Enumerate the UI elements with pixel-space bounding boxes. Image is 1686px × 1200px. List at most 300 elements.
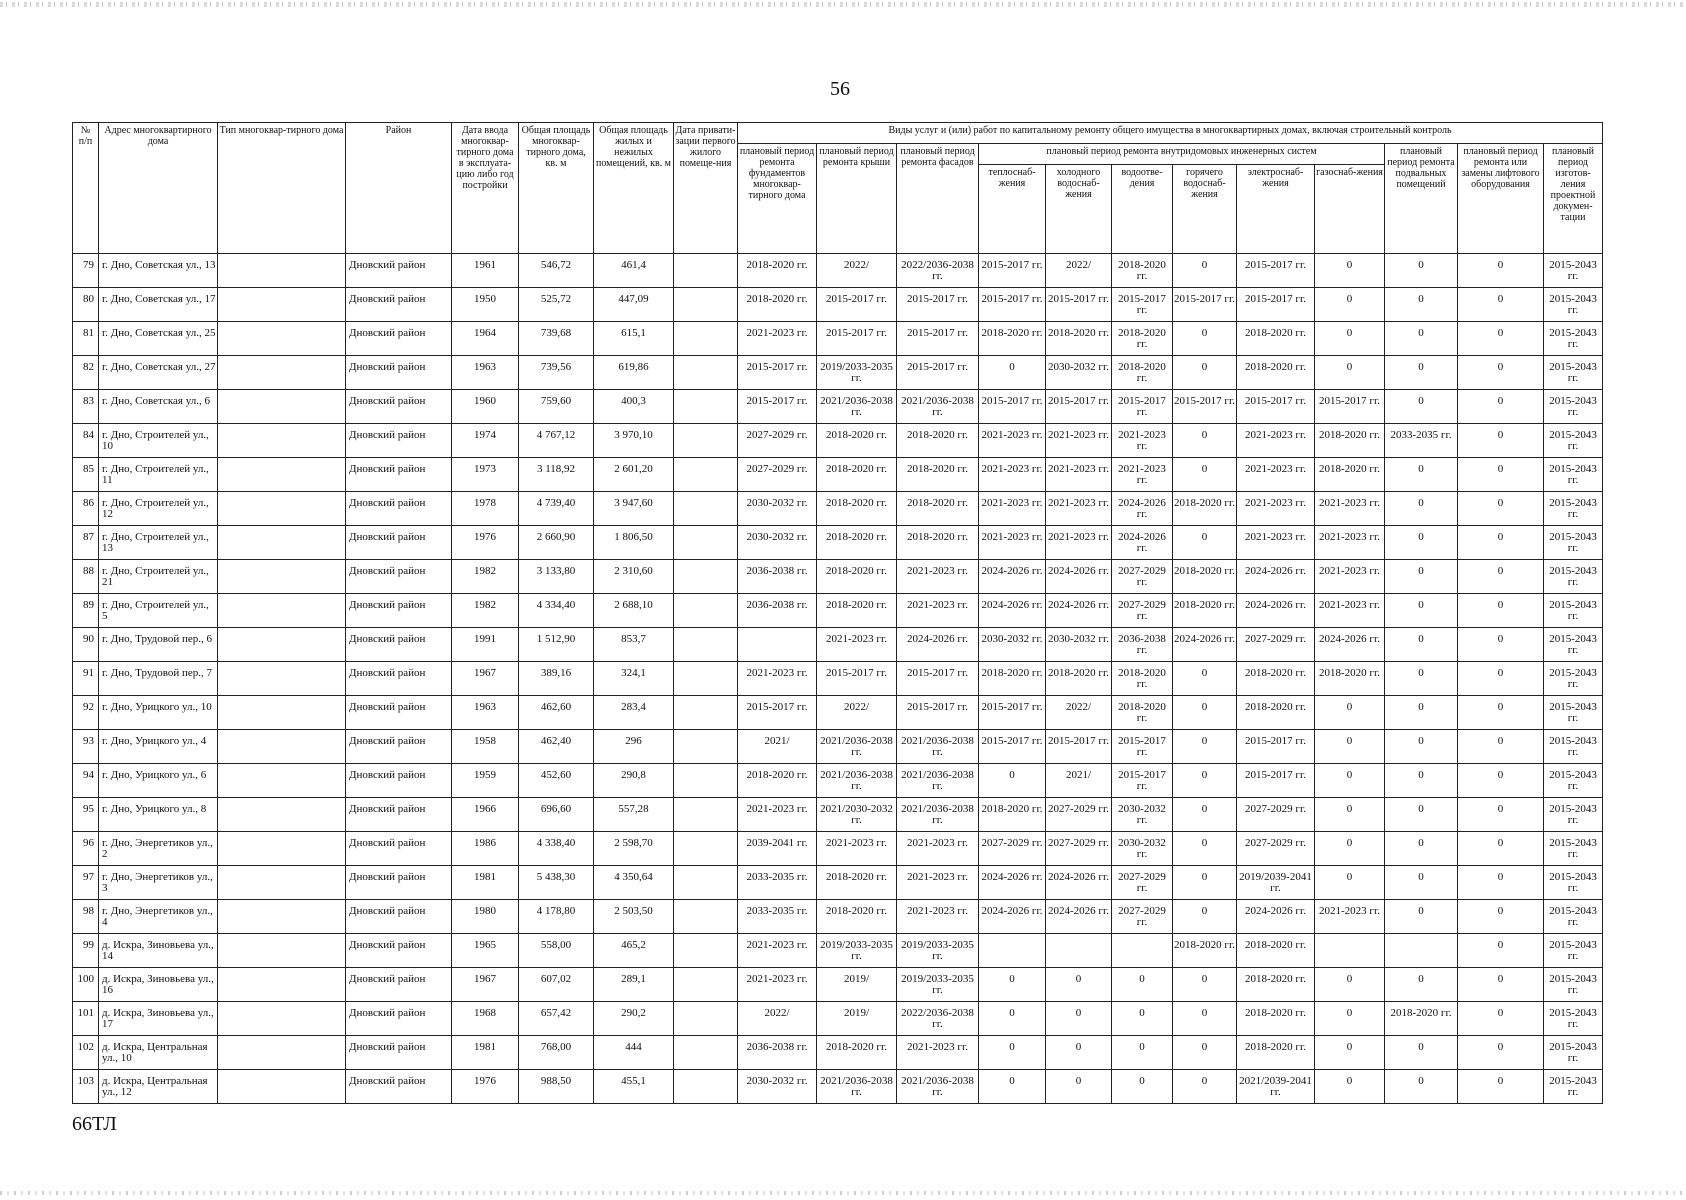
row-house-type bbox=[218, 254, 346, 288]
systems-group-header: плановый период ремонта внутридомовых инженерных систем bbox=[979, 144, 1385, 165]
row-privatization-date bbox=[674, 356, 738, 390]
row-total-area: 525,72 bbox=[519, 288, 594, 322]
row-facade-period: 2015-2017 гг. bbox=[897, 696, 979, 730]
row-cold-water-period: 2022/ bbox=[1046, 254, 1112, 288]
row-electric-period: 2018-2020 гг. bbox=[1237, 1002, 1315, 1036]
row-gas-period: 0 bbox=[1315, 356, 1385, 390]
row-district: Дновский район bbox=[346, 526, 452, 560]
row-basement-period: 0 bbox=[1385, 832, 1458, 866]
row-electric-period: 2018-2020 гг. bbox=[1237, 322, 1315, 356]
row-drainage-period: 2015-2017 гг. bbox=[1112, 288, 1173, 322]
row-address: г. Дно, Урицкого ул., 4 bbox=[99, 730, 218, 764]
row-cold-water-period: 0 bbox=[1046, 1036, 1112, 1070]
row-drainage-period: 2015-2017 гг. bbox=[1112, 390, 1173, 424]
row-cold-water-period: 2030-2032 гг. bbox=[1046, 356, 1112, 390]
row-electric-period: 2024-2026 гг. bbox=[1237, 900, 1315, 934]
row-privatization-date bbox=[674, 526, 738, 560]
row-electric-period: 2027-2029 гг. bbox=[1237, 832, 1315, 866]
row-living-area: 289,1 bbox=[594, 968, 674, 1002]
table-row bbox=[73, 492, 1603, 526]
col-living-area-header: Общая площадь жилых и нежилых помещений, кв. м bbox=[594, 123, 674, 254]
row-living-area: 283,4 bbox=[594, 696, 674, 730]
row-commission-year: 1991 bbox=[452, 628, 519, 662]
row-drainage-period: 2024-2026 гг. bbox=[1112, 492, 1173, 526]
row-heat-period: 2015-2017 гг. bbox=[979, 730, 1046, 764]
row-elevator-period: 0 bbox=[1458, 492, 1544, 526]
row-total-area: 2 660,90 bbox=[519, 526, 594, 560]
row-basement-period: 0 bbox=[1385, 526, 1458, 560]
row-hot-water-period: 0 bbox=[1173, 254, 1237, 288]
row-gas-period: 0 bbox=[1315, 798, 1385, 832]
row-gas-period: 2015-2017 гг. bbox=[1315, 390, 1385, 424]
row-commission-year: 1961 bbox=[452, 254, 519, 288]
table-row bbox=[73, 322, 1603, 356]
row-heat-period: 0 bbox=[979, 764, 1046, 798]
row-house-type bbox=[218, 1036, 346, 1070]
row-elevator-period: 0 bbox=[1458, 730, 1544, 764]
row-electric-period: 2019/2039-2041 гг. bbox=[1237, 866, 1315, 900]
row-living-area: 3 970,10 bbox=[594, 424, 674, 458]
row-gas-period: 0 bbox=[1315, 288, 1385, 322]
row-address: г. Дно, Советская ул., 13 bbox=[99, 254, 218, 288]
row-district: Дновский район bbox=[346, 390, 452, 424]
row-cold-water-period: 2015-2017 гг. bbox=[1046, 730, 1112, 764]
row-cold-water-period: 2024-2026 гг. bbox=[1046, 560, 1112, 594]
row-docs-period: 2015-2043 гг. bbox=[1544, 458, 1603, 492]
row-district: Дновский район bbox=[346, 934, 452, 968]
row-commission-year: 1964 bbox=[452, 322, 519, 356]
row-commission-year: 1967 bbox=[452, 662, 519, 696]
row-electric-period: 2018-2020 гг. bbox=[1237, 1036, 1315, 1070]
row-elevator-period: 0 bbox=[1458, 356, 1544, 390]
row-elevator-period: 0 bbox=[1458, 628, 1544, 662]
row-facade-period: 2015-2017 гг. bbox=[897, 322, 979, 356]
row-basement-period: 0 bbox=[1385, 696, 1458, 730]
row-facade-period: 2018-2020 гг. bbox=[897, 424, 979, 458]
row-number: 79 bbox=[73, 254, 99, 288]
row-basement-period: 0 bbox=[1385, 730, 1458, 764]
row-cold-water-period: 2021-2023 гг. bbox=[1046, 492, 1112, 526]
row-elevator-period: 0 bbox=[1458, 322, 1544, 356]
row-number: 101 bbox=[73, 1002, 99, 1036]
row-gas-period: 2018-2020 гг. bbox=[1315, 662, 1385, 696]
row-gas-period: 2021-2023 гг. bbox=[1315, 492, 1385, 526]
row-elevator-period: 0 bbox=[1458, 560, 1544, 594]
row-address: г. Дно, Советская ул., 25 bbox=[99, 322, 218, 356]
row-basement-period: 0 bbox=[1385, 288, 1458, 322]
row-electric-period: 2018-2020 гг. bbox=[1237, 356, 1315, 390]
table-row bbox=[73, 390, 1603, 424]
row-roof-period: 2022/ bbox=[817, 254, 897, 288]
table-row bbox=[73, 628, 1603, 662]
row-foundation-period: 2021-2023 гг. bbox=[738, 798, 817, 832]
row-living-area: 557,28 bbox=[594, 798, 674, 832]
row-district: Дновский район bbox=[346, 968, 452, 1002]
row-hot-water-period: 2015-2017 гг. bbox=[1173, 390, 1237, 424]
row-gas-period: 2021-2023 гг. bbox=[1315, 900, 1385, 934]
row-facade-period: 2019/2033-2035 гг. bbox=[897, 934, 979, 968]
row-heat-period: 2018-2020 гг. bbox=[979, 798, 1046, 832]
row-number: 99 bbox=[73, 934, 99, 968]
row-electric-period: 2015-2017 гг. bbox=[1237, 764, 1315, 798]
row-total-area: 768,00 bbox=[519, 1036, 594, 1070]
row-foundation-period: 2021-2023 гг. bbox=[738, 968, 817, 1002]
row-number: 83 bbox=[73, 390, 99, 424]
row-electric-period: 2024-2026 гг. bbox=[1237, 560, 1315, 594]
row-number: 97 bbox=[73, 866, 99, 900]
row-electric-period: 2021-2023 гг. bbox=[1237, 492, 1315, 526]
row-basement-period: 0 bbox=[1385, 254, 1458, 288]
row-privatization-date bbox=[674, 1002, 738, 1036]
col-address-header: Адрес многоквартирного дома bbox=[99, 123, 218, 254]
row-house-type bbox=[218, 696, 346, 730]
row-cold-water-period: 0 bbox=[1046, 1002, 1112, 1036]
row-total-area: 4 338,40 bbox=[519, 832, 594, 866]
row-docs-period: 2015-2043 гг. bbox=[1544, 254, 1603, 288]
table-row bbox=[73, 764, 1603, 798]
row-house-type bbox=[218, 764, 346, 798]
row-total-area: 546,72 bbox=[519, 254, 594, 288]
row-house-type bbox=[218, 424, 346, 458]
row-total-area: 607,02 bbox=[519, 968, 594, 1002]
row-number: 95 bbox=[73, 798, 99, 832]
row-cold-water-period: 2027-2029 гг. bbox=[1046, 798, 1112, 832]
row-privatization-date bbox=[674, 390, 738, 424]
row-heat-period: 2024-2026 гг. bbox=[979, 866, 1046, 900]
row-roof-period: 2021/2036-2038 гг. bbox=[817, 730, 897, 764]
row-electric-period: 2018-2020 гг. bbox=[1237, 968, 1315, 1002]
row-elevator-period: 0 bbox=[1458, 424, 1544, 458]
row-drainage-period: 2027-2029 гг. bbox=[1112, 866, 1173, 900]
row-docs-period: 2015-2043 гг. bbox=[1544, 832, 1603, 866]
row-roof-period: 2021/2030-2032 гг. bbox=[817, 798, 897, 832]
col-docs-header: плановый период изготов-ления проектной докумен-тации bbox=[1544, 144, 1603, 254]
row-foundation-period: 2036-2038 гг. bbox=[738, 594, 817, 628]
row-total-area: 3 133,80 bbox=[519, 560, 594, 594]
row-facade-period: 2021-2023 гг. bbox=[897, 560, 979, 594]
row-docs-period: 2015-2043 гг. bbox=[1544, 594, 1603, 628]
row-district: Дновский район bbox=[346, 492, 452, 526]
row-foundation-period: 2015-2017 гг. bbox=[738, 696, 817, 730]
row-address: г. Дно, Урицкого ул., 10 bbox=[99, 696, 218, 730]
row-gas-period: 2021-2023 гг. bbox=[1315, 526, 1385, 560]
row-total-area: 739,68 bbox=[519, 322, 594, 356]
row-living-area: 465,2 bbox=[594, 934, 674, 968]
row-roof-period: 2021-2023 гг. bbox=[817, 832, 897, 866]
row-elevator-period: 0 bbox=[1458, 968, 1544, 1002]
table-body bbox=[73, 254, 1603, 1104]
row-commission-year: 1963 bbox=[452, 356, 519, 390]
row-basement-period: 0 bbox=[1385, 866, 1458, 900]
works-group-header: Виды услуг и (или) работ по капитальному ремонту общего имущества в многоквартирных домах, включая строительный контроль bbox=[738, 123, 1603, 144]
row-house-type bbox=[218, 1002, 346, 1036]
row-foundation-period bbox=[738, 628, 817, 662]
row-total-area: 558,00 bbox=[519, 934, 594, 968]
row-hot-water-period: 0 bbox=[1173, 322, 1237, 356]
row-address: г. Дно, Советская ул., 27 bbox=[99, 356, 218, 390]
row-foundation-period: 2027-2029 гг. bbox=[738, 424, 817, 458]
row-address: г. Дно, Трудовой пер., 6 bbox=[99, 628, 218, 662]
row-roof-period: 2019/ bbox=[817, 1002, 897, 1036]
row-drainage-period: 2018-2020 гг. bbox=[1112, 662, 1173, 696]
table-row bbox=[73, 424, 1603, 458]
row-foundation-period: 2033-2035 гг. bbox=[738, 900, 817, 934]
row-total-area: 5 438,30 bbox=[519, 866, 594, 900]
row-foundation-period: 2021-2023 гг. bbox=[738, 662, 817, 696]
row-hot-water-period: 2015-2017 гг. bbox=[1173, 288, 1237, 322]
row-house-type bbox=[218, 628, 346, 662]
row-cold-water-period: 2021-2023 гг. bbox=[1046, 424, 1112, 458]
row-district: Дновский район bbox=[346, 764, 452, 798]
row-living-area: 853,7 bbox=[594, 628, 674, 662]
row-gas-period: 2021-2023 гг. bbox=[1315, 560, 1385, 594]
row-electric-period: 2015-2017 гг. bbox=[1237, 730, 1315, 764]
row-heat-period: 2021-2023 гг. bbox=[979, 424, 1046, 458]
row-gas-period: 0 bbox=[1315, 730, 1385, 764]
row-hot-water-period: 0 bbox=[1173, 1070, 1237, 1104]
row-gas-period: 0 bbox=[1315, 1002, 1385, 1036]
row-facade-period: 2019/2033-2035 гг. bbox=[897, 968, 979, 1002]
row-gas-period: 0 bbox=[1315, 322, 1385, 356]
row-heat-period: 2015-2017 гг. bbox=[979, 696, 1046, 730]
row-cold-water-period: 2024-2026 гг. bbox=[1046, 594, 1112, 628]
row-gas-period: 0 bbox=[1315, 254, 1385, 288]
row-cold-water-period: 2021-2023 гг. bbox=[1046, 458, 1112, 492]
row-hot-water-period: 0 bbox=[1173, 866, 1237, 900]
row-basement-period bbox=[1385, 934, 1458, 968]
row-elevator-period: 0 bbox=[1458, 696, 1544, 730]
row-foundation-period: 2030-2032 гг. bbox=[738, 1070, 817, 1104]
col-electric-header: электроснаб-жения bbox=[1237, 165, 1315, 254]
row-drainage-period bbox=[1112, 934, 1173, 968]
row-total-area: 4 334,40 bbox=[519, 594, 594, 628]
row-drainage-period: 0 bbox=[1112, 1036, 1173, 1070]
row-cold-water-period: 2024-2026 гг. bbox=[1046, 866, 1112, 900]
row-living-area: 461,4 bbox=[594, 254, 674, 288]
row-gas-period: 2021-2023 гг. bbox=[1315, 594, 1385, 628]
row-commission-year: 1958 bbox=[452, 730, 519, 764]
scan-noise-bottom bbox=[0, 1191, 1686, 1195]
row-elevator-period: 0 bbox=[1458, 1036, 1544, 1070]
row-hot-water-period: 0 bbox=[1173, 1002, 1237, 1036]
row-roof-period: 2019/ bbox=[817, 968, 897, 1002]
row-address: г. Дно, Строителей ул., 5 bbox=[99, 594, 218, 628]
row-gas-period: 2018-2020 гг. bbox=[1315, 458, 1385, 492]
row-cold-water-period: 2018-2020 гг. bbox=[1046, 322, 1112, 356]
row-district: Дновский район bbox=[346, 594, 452, 628]
row-commission-year: 1974 bbox=[452, 424, 519, 458]
row-facade-period: 2021-2023 гг. bbox=[897, 594, 979, 628]
row-roof-period: 2018-2020 гг. bbox=[817, 458, 897, 492]
row-living-area: 2 503,50 bbox=[594, 900, 674, 934]
row-house-type bbox=[218, 560, 346, 594]
row-number: 96 bbox=[73, 832, 99, 866]
row-facade-period: 2021-2023 гг. bbox=[897, 866, 979, 900]
row-commission-year: 1950 bbox=[452, 288, 519, 322]
row-cold-water-period: 2030-2032 гг. bbox=[1046, 628, 1112, 662]
row-district: Дновский район bbox=[346, 798, 452, 832]
row-drainage-period: 2030-2032 гг. bbox=[1112, 798, 1173, 832]
col-privatization-header: Дата привати-зации первого жилого помеще-ния bbox=[674, 123, 738, 254]
row-basement-period: 0 bbox=[1385, 900, 1458, 934]
row-district: Дновский район bbox=[346, 356, 452, 390]
row-heat-period: 2015-2017 гг. bbox=[979, 254, 1046, 288]
row-privatization-date bbox=[674, 594, 738, 628]
row-hot-water-period: 2018-2020 гг. bbox=[1173, 560, 1237, 594]
row-drainage-period: 2015-2017 гг. bbox=[1112, 764, 1173, 798]
row-total-area: 657,42 bbox=[519, 1002, 594, 1036]
row-facade-period: 2018-2020 гг. bbox=[897, 526, 979, 560]
row-living-area: 444 bbox=[594, 1036, 674, 1070]
row-drainage-period: 2027-2029 гг. bbox=[1112, 594, 1173, 628]
row-gas-period: 0 bbox=[1315, 1036, 1385, 1070]
row-number: 91 bbox=[73, 662, 99, 696]
row-district: Дновский район bbox=[346, 288, 452, 322]
row-hot-water-period: 2018-2020 гг. bbox=[1173, 594, 1237, 628]
table-row bbox=[73, 968, 1603, 1002]
row-heat-period: 2018-2020 гг. bbox=[979, 662, 1046, 696]
row-hot-water-period: 0 bbox=[1173, 696, 1237, 730]
col-cold-water-header: холодного водоснаб-жения bbox=[1046, 165, 1112, 254]
row-commission-year: 1982 bbox=[452, 560, 519, 594]
row-house-type bbox=[218, 730, 346, 764]
row-electric-period: 2018-2020 гг. bbox=[1237, 662, 1315, 696]
row-living-area: 2 598,70 bbox=[594, 832, 674, 866]
row-number: 89 bbox=[73, 594, 99, 628]
row-number: 81 bbox=[73, 322, 99, 356]
row-living-area: 400,3 bbox=[594, 390, 674, 424]
row-address: г. Дно, Советская ул., 6 bbox=[99, 390, 218, 424]
row-number: 82 bbox=[73, 356, 99, 390]
row-docs-period: 2015-2043 гг. bbox=[1544, 662, 1603, 696]
row-number: 92 bbox=[73, 696, 99, 730]
row-electric-period: 2021-2023 гг. bbox=[1237, 526, 1315, 560]
row-facade-period: 2021-2023 гг. bbox=[897, 900, 979, 934]
row-district: Дновский район bbox=[346, 1070, 452, 1104]
row-living-area: 324,1 bbox=[594, 662, 674, 696]
row-facade-period: 2022/2036-2038 гг. bbox=[897, 1002, 979, 1036]
row-living-area: 2 688,10 bbox=[594, 594, 674, 628]
row-total-area: 389,16 bbox=[519, 662, 594, 696]
table-row bbox=[73, 866, 1603, 900]
row-roof-period: 2021/2036-2038 гг. bbox=[817, 764, 897, 798]
row-privatization-date bbox=[674, 696, 738, 730]
row-privatization-date bbox=[674, 934, 738, 968]
table-row bbox=[73, 662, 1603, 696]
row-privatization-date bbox=[674, 798, 738, 832]
row-facade-period: 2021-2023 гг. bbox=[897, 1036, 979, 1070]
row-address: г. Дно, Строителей ул., 13 bbox=[99, 526, 218, 560]
row-living-area: 3 947,60 bbox=[594, 492, 674, 526]
row-commission-year: 1965 bbox=[452, 934, 519, 968]
table-row bbox=[73, 458, 1603, 492]
row-elevator-period: 0 bbox=[1458, 1070, 1544, 1104]
row-docs-period: 2015-2043 гг. bbox=[1544, 934, 1603, 968]
row-commission-year: 1976 bbox=[452, 526, 519, 560]
row-basement-period: 0 bbox=[1385, 764, 1458, 798]
row-commission-year: 1960 bbox=[452, 390, 519, 424]
row-docs-period: 2015-2043 гг. bbox=[1544, 696, 1603, 730]
row-roof-period: 2022/ bbox=[817, 696, 897, 730]
row-basement-period: 0 bbox=[1385, 1070, 1458, 1104]
col-roof-header: плановый период ремонта крыши bbox=[817, 144, 897, 254]
row-elevator-period: 0 bbox=[1458, 798, 1544, 832]
row-cold-water-period: 2027-2029 гг. bbox=[1046, 832, 1112, 866]
row-basement-period: 0 bbox=[1385, 458, 1458, 492]
row-commission-year: 1981 bbox=[452, 1036, 519, 1070]
row-house-type bbox=[218, 900, 346, 934]
page-number: 56 bbox=[830, 78, 850, 100]
row-docs-period: 2015-2043 гг. bbox=[1544, 798, 1603, 832]
row-electric-period: 2018-2020 гг. bbox=[1237, 696, 1315, 730]
row-number: 86 bbox=[73, 492, 99, 526]
row-cold-water-period: 2022/ bbox=[1046, 696, 1112, 730]
row-docs-period: 2015-2043 гг. bbox=[1544, 1070, 1603, 1104]
row-heat-period: 2015-2017 гг. bbox=[979, 288, 1046, 322]
row-facade-period: 2022/2036-2038 гг. bbox=[897, 254, 979, 288]
row-heat-period: 2021-2023 гг. bbox=[979, 492, 1046, 526]
row-electric-period: 2015-2017 гг. bbox=[1237, 254, 1315, 288]
row-foundation-period: 2021/ bbox=[738, 730, 817, 764]
row-living-area: 455,1 bbox=[594, 1070, 674, 1104]
row-living-area: 2 310,60 bbox=[594, 560, 674, 594]
row-drainage-period: 2018-2020 гг. bbox=[1112, 254, 1173, 288]
row-living-area: 619,86 bbox=[594, 356, 674, 390]
row-commission-year: 1966 bbox=[452, 798, 519, 832]
row-commission-year: 1967 bbox=[452, 968, 519, 1002]
row-heat-period: 2024-2026 гг. bbox=[979, 560, 1046, 594]
row-elevator-period: 0 bbox=[1458, 764, 1544, 798]
row-house-type bbox=[218, 798, 346, 832]
row-basement-period: 2018-2020 гг. bbox=[1385, 1002, 1458, 1036]
row-hot-water-period: 2018-2020 гг. bbox=[1173, 492, 1237, 526]
row-district: Дновский район bbox=[346, 832, 452, 866]
row-house-type bbox=[218, 356, 346, 390]
row-roof-period: 2018-2020 гг. bbox=[817, 424, 897, 458]
row-privatization-date bbox=[674, 458, 738, 492]
row-foundation-period: 2036-2038 гг. bbox=[738, 560, 817, 594]
row-number: 85 bbox=[73, 458, 99, 492]
row-docs-period: 2015-2043 гг. bbox=[1544, 492, 1603, 526]
row-hot-water-period: 0 bbox=[1173, 798, 1237, 832]
row-hot-water-period: 0 bbox=[1173, 424, 1237, 458]
row-address: д. Искра, Зиновьева ул., 17 bbox=[99, 1002, 218, 1036]
row-number: 87 bbox=[73, 526, 99, 560]
row-heat-period: 0 bbox=[979, 356, 1046, 390]
row-privatization-date bbox=[674, 322, 738, 356]
row-drainage-period: 2027-2029 гг. bbox=[1112, 900, 1173, 934]
row-gas-period: 2024-2026 гг. bbox=[1315, 628, 1385, 662]
row-heat-period: 2021-2023 гг. bbox=[979, 526, 1046, 560]
row-commission-year: 1963 bbox=[452, 696, 519, 730]
row-drainage-period: 2027-2029 гг. bbox=[1112, 560, 1173, 594]
row-cold-water-period bbox=[1046, 934, 1112, 968]
row-drainage-period: 2024-2026 гг. bbox=[1112, 526, 1173, 560]
col-type-header: Тип многоквар-тирного дома bbox=[218, 123, 346, 254]
row-district: Дновский район bbox=[346, 730, 452, 764]
row-foundation-period: 2018-2020 гг. bbox=[738, 254, 817, 288]
row-number: 98 bbox=[73, 900, 99, 934]
row-address: д. Искра, Центральная ул., 12 bbox=[99, 1070, 218, 1104]
row-roof-period: 2018-2020 гг. bbox=[817, 1036, 897, 1070]
row-privatization-date bbox=[674, 1036, 738, 1070]
row-house-type bbox=[218, 322, 346, 356]
table-row bbox=[73, 356, 1603, 390]
row-roof-period: 2021-2023 гг. bbox=[817, 628, 897, 662]
row-foundation-period: 2030-2032 гг. bbox=[738, 492, 817, 526]
row-hot-water-period: 0 bbox=[1173, 900, 1237, 934]
row-facade-period: 2021/2036-2038 гг. bbox=[897, 1070, 979, 1104]
